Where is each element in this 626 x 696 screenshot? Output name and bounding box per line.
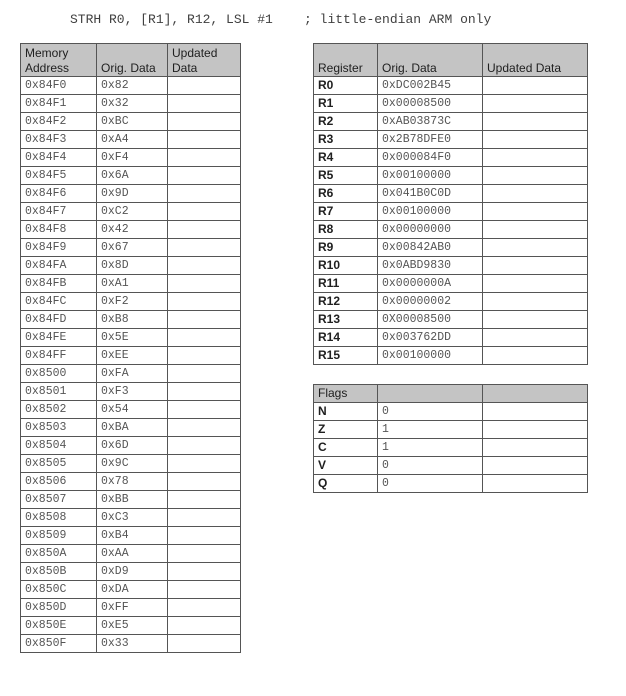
memory-row [21, 113, 241, 131]
memory-row [21, 167, 241, 185]
memory-address-cell: 0x84F2 [21, 113, 97, 131]
register-updated-data-cell [483, 257, 588, 275]
memory-address-cell: 0x8508 [21, 509, 97, 527]
memory-address-cell: 0x84F5 [21, 167, 97, 185]
register-updated-data-cell [483, 221, 588, 239]
memory-row [21, 329, 241, 347]
memory-updated-data-cell [168, 581, 241, 599]
memory-row [21, 419, 241, 437]
memory-row [21, 311, 241, 329]
memory-address-cell: 0x84FA [21, 257, 97, 275]
register-name-cell: R11 [314, 275, 378, 293]
register-row [314, 185, 588, 203]
flags-orig-data-header [378, 385, 483, 403]
register-name-cell: R3 [314, 131, 378, 149]
memory-row [21, 581, 241, 599]
memory-orig-data-cell: 0x82 [97, 77, 168, 95]
memory-address-cell: 0x8501 [21, 383, 97, 401]
memory-updated-data-cell [168, 383, 241, 401]
memory-row [21, 401, 241, 419]
register-orig-data-cell: 0xAB03873C [378, 113, 483, 131]
flag-orig-value-cell: 0 [378, 475, 483, 493]
flag-row [314, 457, 588, 475]
flag-orig-value-cell: 1 [378, 439, 483, 457]
register-updated-data-cell [483, 185, 588, 203]
memory-address-cell: 0x84F6 [21, 185, 97, 203]
register-name-cell: R2 [314, 113, 378, 131]
memory-row [21, 527, 241, 545]
memory-address-cell: 0x850B [21, 563, 97, 581]
register-name-cell: R14 [314, 329, 378, 347]
memory-row [21, 491, 241, 509]
memory-row [21, 221, 241, 239]
register-orig-data-cell: 0x2B78DFE0 [378, 131, 483, 149]
memory-address-cell: 0x8504 [21, 437, 97, 455]
register-name-cell: R8 [314, 221, 378, 239]
memory-updated-data-cell [168, 203, 241, 221]
register-row [314, 293, 588, 311]
memory-address-cell: 0x8506 [21, 473, 97, 491]
memory-updated-data-cell [168, 95, 241, 113]
register-table-header-row [314, 44, 588, 77]
memory-updated-data-cell [168, 545, 241, 563]
memory-address-cell: 0x84FB [21, 275, 97, 293]
memory-updated-data-cell [168, 599, 241, 617]
memory-updated-data-cell [168, 293, 241, 311]
flags-updated-data-header [483, 385, 588, 403]
register-updated-data-cell [483, 275, 588, 293]
register-row [314, 347, 588, 365]
memory-orig-data-cell: 0xFA [97, 365, 168, 383]
register-name-cell: R13 [314, 311, 378, 329]
memory-orig-data-cell: 0x42 [97, 221, 168, 239]
register-updated-data-cell [483, 293, 588, 311]
memory-updated-data-cell [168, 527, 241, 545]
memory-address-cell: 0x8505 [21, 455, 97, 473]
register-orig-data-cell: 0x003762DD [378, 329, 483, 347]
memory-row [21, 77, 241, 95]
memory-row [21, 437, 241, 455]
memory-address-cell: 0x8503 [21, 419, 97, 437]
memory-table [20, 43, 241, 653]
flag-name-cell: V [314, 457, 378, 475]
register-updated-data-cell [483, 149, 588, 167]
register-orig-data-cell: 0X00008500 [378, 311, 483, 329]
memory-updated-data-cell [168, 149, 241, 167]
memory-orig-data-cell: 0x6A [97, 167, 168, 185]
register-name-cell: R1 [314, 95, 378, 113]
register-name-cell: R5 [314, 167, 378, 185]
flag-updated-value-cell [483, 421, 588, 439]
memory-updated-data-header: Updated Data [168, 44, 241, 77]
instruction-text: STRH R0, [R1], R12, LSL #1 ; little-endian ARM only [70, 12, 492, 27]
memory-orig-data-cell: 0x9C [97, 455, 168, 473]
memory-address-cell: 0x8500 [21, 365, 97, 383]
register-orig-data-cell: 0x000084F0 [378, 149, 483, 167]
memory-updated-data-cell [168, 257, 241, 275]
flag-orig-value-cell: 0 [378, 403, 483, 421]
register-name-cell: R0 [314, 77, 378, 95]
register-updated-data-cell [483, 167, 588, 185]
memory-orig-data-cell: 0xBC [97, 113, 168, 131]
memory-row [21, 239, 241, 257]
memory-updated-data-cell [168, 239, 241, 257]
memory-orig-data-cell: 0xB8 [97, 311, 168, 329]
flags-table [313, 384, 588, 493]
memory-updated-data-cell [168, 329, 241, 347]
memory-row [21, 509, 241, 527]
register-row [314, 77, 588, 95]
register-row [314, 167, 588, 185]
memory-orig-data-cell: 0x5E [97, 329, 168, 347]
register-row [314, 329, 588, 347]
register-updated-data-cell [483, 347, 588, 365]
register-row [314, 221, 588, 239]
memory-updated-data-cell [168, 437, 241, 455]
register-orig-data-cell: 0x041B0C0D [378, 185, 483, 203]
memory-orig-data-cell: 0x32 [97, 95, 168, 113]
memory-row [21, 149, 241, 167]
memory-updated-data-cell [168, 167, 241, 185]
register-row [314, 275, 588, 293]
memory-updated-data-cell [168, 473, 241, 491]
memory-updated-data-cell [168, 455, 241, 473]
memory-orig-data-cell: 0x67 [97, 239, 168, 257]
memory-row [21, 131, 241, 149]
memory-updated-data-cell [168, 617, 241, 635]
memory-orig-data-cell: 0x9D [97, 185, 168, 203]
flag-name-cell: Q [314, 475, 378, 493]
memory-row [21, 455, 241, 473]
memory-orig-data-cell: 0x54 [97, 401, 168, 419]
memory-row [21, 383, 241, 401]
register-updated-data-cell [483, 239, 588, 257]
flag-updated-value-cell [483, 439, 588, 457]
memory-orig-data-cell: 0xE5 [97, 617, 168, 635]
memory-orig-data-cell: 0xA4 [97, 131, 168, 149]
memory-updated-data-cell [168, 365, 241, 383]
flag-row [314, 439, 588, 457]
register-name-cell: R4 [314, 149, 378, 167]
memory-orig-data-cell: 0x78 [97, 473, 168, 491]
memory-orig-data-cell: 0xC2 [97, 203, 168, 221]
memory-orig-data-cell: 0xAA [97, 545, 168, 563]
memory-updated-data-cell [168, 185, 241, 203]
memory-orig-data-cell: 0xF2 [97, 293, 168, 311]
register-name-cell: R7 [314, 203, 378, 221]
memory-address-cell: 0x84F4 [21, 149, 97, 167]
memory-updated-data-cell [168, 221, 241, 239]
flag-row [314, 403, 588, 421]
flag-orig-value-cell: 0 [378, 457, 483, 475]
memory-orig-data-cell: 0xEE [97, 347, 168, 365]
memory-address-header: Memory Address [21, 44, 97, 77]
memory-address-cell: 0x850A [21, 545, 97, 563]
register-updated-data-cell [483, 77, 588, 95]
register-header: Register [314, 44, 378, 77]
memory-updated-data-cell [168, 401, 241, 419]
memory-address-cell: 0x8502 [21, 401, 97, 419]
memory-address-cell: 0x84F8 [21, 221, 97, 239]
register-row [314, 257, 588, 275]
memory-orig-data-cell: 0x6D [97, 437, 168, 455]
register-orig-data-cell: 0x00100000 [378, 167, 483, 185]
flag-updated-value-cell [483, 403, 588, 421]
flag-orig-value-cell: 1 [378, 421, 483, 439]
memory-row [21, 545, 241, 563]
memory-orig-data-cell: 0xD9 [97, 563, 168, 581]
memory-updated-data-cell [168, 563, 241, 581]
flag-updated-value-cell [483, 475, 588, 493]
register-orig-data-cell: 0xDC002B45 [378, 77, 483, 95]
register-updated-data-cell [483, 131, 588, 149]
memory-row [21, 293, 241, 311]
memory-address-cell: 0x850C [21, 581, 97, 599]
memory-row [21, 563, 241, 581]
register-orig-data-cell: 0x0ABD9830 [378, 257, 483, 275]
memory-orig-data-header: Orig. Data [97, 44, 168, 77]
memory-updated-data-cell [168, 635, 241, 653]
register-table [313, 43, 588, 365]
memory-table-header-row [21, 44, 241, 77]
memory-orig-data-cell: 0xB4 [97, 527, 168, 545]
flag-updated-value-cell [483, 457, 588, 475]
register-name-cell: R10 [314, 257, 378, 275]
register-name-cell: R6 [314, 185, 378, 203]
memory-address-cell: 0x84FC [21, 293, 97, 311]
memory-row [21, 185, 241, 203]
register-name-cell: R9 [314, 239, 378, 257]
memory-address-cell: 0x850E [21, 617, 97, 635]
register-orig-data-cell: 0x0000000A [378, 275, 483, 293]
register-orig-data-header: Orig. Data [378, 44, 483, 77]
memory-row [21, 599, 241, 617]
memory-orig-data-cell: 0xF4 [97, 149, 168, 167]
register-updated-data-cell [483, 113, 588, 131]
register-row [314, 311, 588, 329]
memory-updated-data-cell [168, 77, 241, 95]
memory-address-cell: 0x84FD [21, 311, 97, 329]
register-name-cell: R12 [314, 293, 378, 311]
memory-row [21, 635, 241, 653]
memory-address-cell: 0x850D [21, 599, 97, 617]
flag-name-cell: N [314, 403, 378, 421]
memory-orig-data-cell: 0x8D [97, 257, 168, 275]
memory-updated-data-cell [168, 311, 241, 329]
memory-address-cell: 0x84F3 [21, 131, 97, 149]
memory-row [21, 365, 241, 383]
register-row [314, 131, 588, 149]
memory-orig-data-cell: 0xA1 [97, 275, 168, 293]
register-updated-data-cell [483, 329, 588, 347]
memory-address-cell: 0x84FF [21, 347, 97, 365]
memory-row [21, 257, 241, 275]
memory-address-cell: 0x84FE [21, 329, 97, 347]
memory-updated-data-cell [168, 275, 241, 293]
memory-row [21, 347, 241, 365]
register-orig-data-cell: 0x00008500 [378, 95, 483, 113]
memory-updated-data-cell [168, 419, 241, 437]
flags-table-header-row [314, 385, 588, 403]
memory-orig-data-cell: 0xBB [97, 491, 168, 509]
memory-orig-data-cell: 0xC3 [97, 509, 168, 527]
memory-address-cell: 0x8509 [21, 527, 97, 545]
memory-updated-data-cell [168, 509, 241, 527]
register-updated-data-cell [483, 95, 588, 113]
register-orig-data-cell: 0x00842AB0 [378, 239, 483, 257]
memory-address-cell: 0x84F7 [21, 203, 97, 221]
memory-address-cell: 0x84F1 [21, 95, 97, 113]
memory-row [21, 473, 241, 491]
flag-name-cell: C [314, 439, 378, 457]
memory-address-cell: 0x850F [21, 635, 97, 653]
memory-row [21, 617, 241, 635]
register-row [314, 95, 588, 113]
memory-row [21, 275, 241, 293]
memory-orig-data-cell: 0xBA [97, 419, 168, 437]
flags-header: Flags [314, 385, 378, 403]
memory-updated-data-cell [168, 113, 241, 131]
register-name-cell: R15 [314, 347, 378, 365]
memory-orig-data-cell: 0xF3 [97, 383, 168, 401]
memory-orig-data-cell: 0xDA [97, 581, 168, 599]
memory-updated-data-cell [168, 491, 241, 509]
flag-name-cell: Z [314, 421, 378, 439]
register-updated-data-cell [483, 203, 588, 221]
memory-row [21, 203, 241, 221]
memory-address-cell: 0x84F0 [21, 77, 97, 95]
memory-row [21, 95, 241, 113]
flag-row [314, 475, 588, 493]
register-orig-data-cell: 0x00100000 [378, 203, 483, 221]
register-orig-data-cell: 0x00100000 [378, 347, 483, 365]
register-row [314, 113, 588, 131]
memory-orig-data-cell: 0xFF [97, 599, 168, 617]
register-updated-data-cell [483, 311, 588, 329]
register-row [314, 203, 588, 221]
register-orig-data-cell: 0x00000000 [378, 221, 483, 239]
memory-orig-data-cell: 0x33 [97, 635, 168, 653]
flag-row [314, 421, 588, 439]
memory-updated-data-cell [168, 131, 241, 149]
memory-updated-data-cell [168, 347, 241, 365]
register-row [314, 239, 588, 257]
register-orig-data-cell: 0x00000002 [378, 293, 483, 311]
register-row [314, 149, 588, 167]
memory-address-cell: 0x84F9 [21, 239, 97, 257]
register-updated-data-header: Updated Data [483, 44, 588, 77]
memory-address-cell: 0x8507 [21, 491, 97, 509]
